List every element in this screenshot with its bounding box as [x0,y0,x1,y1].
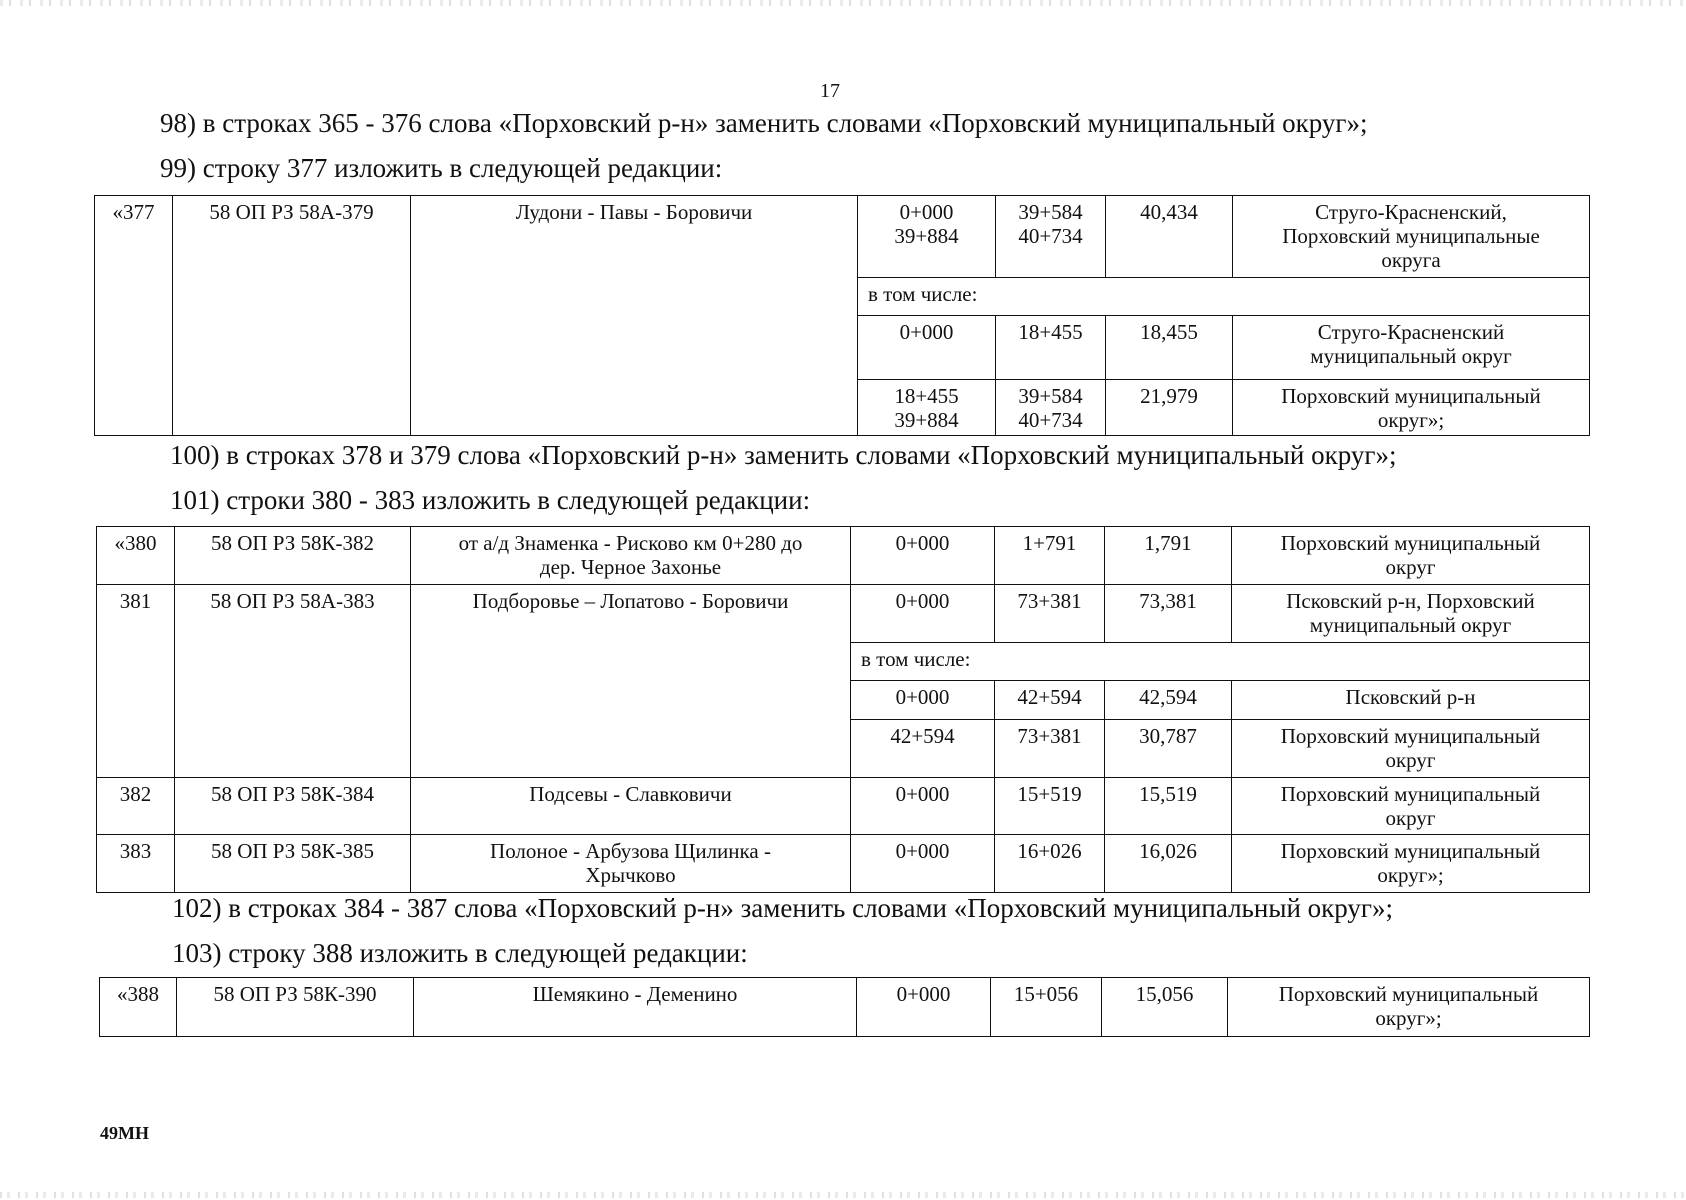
start-km-cell: 0+000 [857,978,991,1037]
road-code-cell: 58 ОП РЗ 58К-382 [175,527,411,585]
table-row [97,585,1590,643]
paragraph-101: 101) строки 380 - 383 изложить в следующей редакции: [170,485,811,515]
end-km-cell: 42+594 [995,681,1105,720]
row-number-cell: 381 [97,585,175,778]
table-rows-380-383 [96,526,1590,893]
start-km-cell: 0+000 39+884 [858,196,996,278]
table-row [97,778,1590,835]
end-km-cell: 39+584 40+734 [996,196,1106,278]
scan-edge-top [0,0,1686,6]
road-name-cell: Шемякино - Деменино [414,978,857,1037]
row-number-cell: 383 [97,835,175,893]
row-number-cell: «377 [95,196,173,436]
scan-edge-bottom [0,1192,1686,1198]
end-km-cell: 15+519 [995,778,1105,835]
end-km-cell: 39+584 40+734 [996,380,1106,436]
table-row [100,978,1590,1037]
length-cell: 18,455 [1106,316,1233,380]
start-km-cell: 0+000 [851,681,995,720]
length-cell: 30,787 [1105,720,1232,778]
paragraph-99: 99) строку 377 изложить в следующей редакции: [160,153,723,183]
road-name-cell: Подборовье – Лопатово - Боровичи [411,585,851,778]
district-cell: Порховский муниципальный округ»; [1232,835,1590,893]
row-number-cell: «388 [100,978,177,1037]
end-km-cell: 18+455 [996,316,1106,380]
district-cell: Порховский муниципальный округ [1232,778,1590,835]
district-cell: Порховский муниципальный округ»; [1233,380,1590,436]
length-cell: 1,791 [1105,527,1232,585]
end-km-cell: 73+381 [995,585,1105,643]
including-label: в том числе: [851,643,1590,681]
road-name-cell: Лудони - Павы - Боровичи [411,196,858,436]
table-row [95,196,1590,278]
end-km-cell: 1+791 [995,527,1105,585]
length-cell: 15,519 [1105,778,1232,835]
end-km-cell: 15+056 [991,978,1102,1037]
length-cell: 15,056 [1102,978,1228,1037]
start-km-cell: 0+000 [851,585,995,643]
document-code: 49МН [100,1123,149,1143]
start-km-cell: 0+000 [851,778,995,835]
district-cell: Порховский муниципальный округ [1232,527,1590,585]
length-cell: 16,026 [1105,835,1232,893]
table-row [97,527,1590,585]
end-km-cell: 73+381 [995,720,1105,778]
paragraph-102: 102) в строках 384 - 387 слова «Порховский р-н» заменить словами «Порховский муниципальный округ»; [172,893,1393,923]
road-name-cell: Подсевы - Славковичи [411,778,851,835]
road-code-cell: 58 ОП РЗ 58А-383 [175,585,411,778]
district-cell: Струго-Красненский, Порховский муниципальные округа [1233,196,1590,278]
table-row-377 [94,195,1590,436]
start-km-cell: 0+000 [851,527,995,585]
road-code-cell: 58 ОП РЗ 58А-379 [173,196,411,436]
row-number-cell: 382 [97,778,175,835]
length-cell: 40,434 [1106,196,1233,278]
paragraph-103: 103) строку 388 изложить в следующей редакции: [172,938,748,968]
start-km-cell: 0+000 [851,835,995,893]
road-name-cell: Полоное - Арбузова Щилинка - Хрычково [411,835,851,893]
length-cell: 21,979 [1106,380,1233,436]
road-code-cell: 58 ОП РЗ 58К-390 [177,978,414,1037]
including-label: в том числе: [858,278,1590,316]
start-km-cell: 0+000 [858,316,996,380]
district-cell: Струго-Красненский муниципальный округ [1233,316,1590,380]
table-row-388 [99,977,1590,1037]
road-name-cell: от а/д Знаменка - Рисково км 0+280 до дер. Черное Захонье [411,527,851,585]
paragraph-98: 98) в строках 365 - 376 слова «Порховский р-н» заменить словами «Порховский муниципальный округ»; [160,108,1368,138]
start-km-cell: 42+594 [851,720,995,778]
road-code-cell: 58 ОП РЗ 58К-385 [175,835,411,893]
row-number-cell: «380 [97,527,175,585]
start-km-cell: 18+455 39+884 [858,380,996,436]
paragraph-100: 100) в строках 378 и 379 слова «Порховский р-н» заменить словами «Порховский муниципальный округ»; [170,440,1397,470]
length-cell: 73,381 [1105,585,1232,643]
district-cell: Псковский р-н [1232,681,1590,720]
table-row [97,835,1590,893]
district-cell: Порховский муниципальный округ»; [1228,978,1590,1037]
page-number: 17 [820,80,840,102]
length-cell: 42,594 [1105,681,1232,720]
road-code-cell: 58 ОП РЗ 58К-384 [175,778,411,835]
end-km-cell: 16+026 [995,835,1105,893]
district-cell: Порховский муниципальный округ [1232,720,1590,778]
district-cell: Псковский р-н, Порховский муниципальный округ [1232,585,1590,643]
